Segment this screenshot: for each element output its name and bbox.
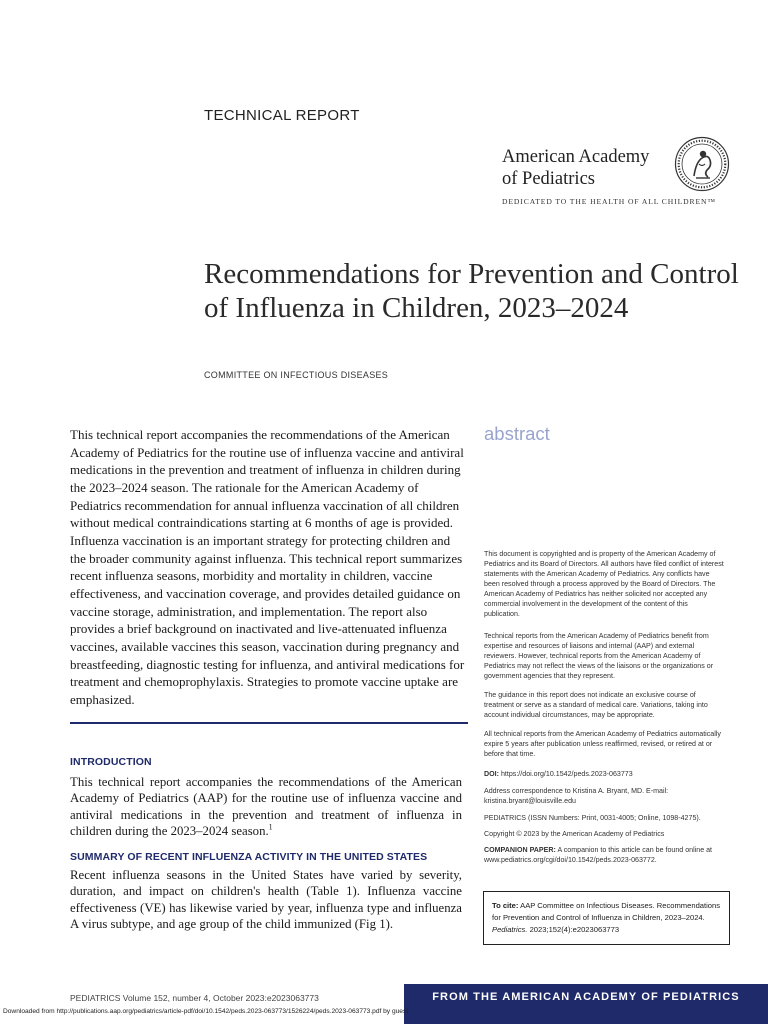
doi-link[interactable]: https://doi.org/10.1542/peds.2023-063773 bbox=[498, 770, 633, 778]
introduction-paragraph bbox=[70, 774, 462, 839]
abstract-divider bbox=[70, 722, 468, 724]
introduction-text: This technical report accompanies the recommendations of the American Academy of Pediatrics (AAP) for the routine use of influenza vaccine and antiviral medications in the prevention and treatment of influenza in children during the 2023–2024 season. bbox=[70, 775, 462, 838]
doi-label: DOI: bbox=[484, 770, 499, 778]
companion-label: COMPANION PAPER: bbox=[484, 846, 556, 854]
abstract-label: abstract bbox=[484, 423, 550, 444]
citation-text bbox=[492, 900, 722, 936]
footer-journal-info: PEDIATRICS Volume 152, number 4, October 2023:e2023063773 bbox=[70, 993, 319, 1003]
sidebar-copyright-note: This document is copyrighted and is property of the American Academy of Pediatrics and its Board of Directors. All authors have filed conflict of interest statements with the American Academy of Pediatrics. Any conflicts have been resolved through a process approved by the Board of Directors. The American Academy of Pediatrics has neither solicited nor accepted any commercial involvement in the development of the content of this publication. bbox=[484, 550, 724, 618]
reference-marker[interactable]: 1 bbox=[268, 822, 273, 832]
sidebar-companion-paper bbox=[484, 845, 724, 865]
footer-band bbox=[404, 984, 768, 1024]
download-watermark: Downloaded from http://publications.aap.org/pediatrics/article-pdf/doi/10.1542/peds.2023-063773/1526224/peds.2023-063773.pdf by guest bbox=[3, 1008, 409, 1015]
sidebar-copyright: Copyright © 2023 by the American Academy of Pediatrics bbox=[484, 830, 665, 838]
sidebar-issn: PEDIATRICS (ISSN Numbers: Print, 0031-4005; Online, 1098-4275). bbox=[484, 814, 701, 822]
sidebar-reviewers-note: Technical reports from the American Academy of Pediatrics benefit from expertise and resources of liaisons and internal (AAP) and external reviewers. However, technical reports from the American Academy of Pediatrics may not reflect the views of the liaisons or the organizations or government agencies that they represent. bbox=[484, 632, 714, 680]
abstract-text: This technical report accompanies the recommendations of the American Academy of Pediatrics for the routine use of influenza vaccine and antiviral medications in the prevention and treatment of influenza in children during the 2023–2024 season. The rationale for the American Academy of Pediatrics recommendation for annual influenza vaccination of all children without medical contraindications starting at 6 months of age is provided. Influenza vaccination is an important strategy for protecting children and the broader community against influenza. This technical report summarizes recent influenza seasons, morbidity and mortality in children, vaccine effectiveness, and vaccination coverage, and provides detailed guidance on vaccine storage, administration, and implementation. The report also provides a brief background on inactivated and live-attenuated influenza vaccines, available vaccines this season, vaccination during pregnancy and breastfeeding, diagnostic testing for influenza, and antiviral medications for treatment and chemoprophylaxis. Strategies to promote vaccine uptake are emphasized. bbox=[70, 427, 465, 707]
summary-paragraph: Recent influenza seasons in the United States have varied by severity, duration, and impact on children's health (Table 1). Influenza vaccine effectiveness (VE) has likewise varied by year, influenza type and influenza A virus subtype, and age group of the child immunized (Fig 1). bbox=[70, 868, 462, 931]
summary-heading: SUMMARY OF RECENT INFLUENZA ACTIVITY IN THE UNITED STATES bbox=[70, 851, 428, 863]
sidebar-correspondence: Address correspondence to Kristina A. Bryant, MD. E-mail: kristina.bryant@louisville.edu bbox=[484, 787, 669, 805]
introduction-heading: INTRODUCTION bbox=[70, 756, 152, 768]
citation-volume: 2023;152(4):e2023063773 bbox=[527, 925, 620, 934]
sidebar-doi bbox=[484, 769, 724, 779]
article-title: Recommendations for Prevention and Control of Influenza in Children, 2023–2024 bbox=[204, 258, 739, 324]
companion-text[interactable]: A companion to this article can be found online at www.pediatrics.org/cgi/doi/10.1542/peds.2023-063772. bbox=[484, 846, 713, 864]
committee-name: COMMITTEE ON INFECTIOUS DISEASES bbox=[204, 370, 389, 380]
footer-band-text: FROM THE AMERICAN ACADEMY OF PEDIATRICS bbox=[432, 991, 740, 1003]
sidebar-guidance-note: The guidance in this report does not indicate an exclusive course of treatment or serve as a standard of medical care. Variations, taking into account individual circumstances, may be appropriate. bbox=[484, 691, 708, 719]
citation-body: AAP Committee on Infectious Diseases. Recommendations for Prevention and Control of Influenza in Children, 2023–2024. bbox=[492, 901, 721, 922]
citation-label: To cite: bbox=[492, 901, 519, 910]
aap-seal-icon bbox=[674, 136, 730, 192]
sidebar-expiry-note: All technical reports from the American Academy of Pediatrics automatically expire 5 years after publication unless reaffirmed, revised, or retired at or before that time. bbox=[484, 730, 721, 758]
aap-tagline: DEDICATED TO THE HEALTH OF ALL CHILDREN™ bbox=[502, 197, 716, 206]
aap-logo-text-line2: of Pediatrics bbox=[502, 169, 595, 189]
citation-box bbox=[483, 891, 730, 945]
citation-journal: Pediatrics. bbox=[492, 925, 528, 934]
aap-logo-text-line1: American Academy bbox=[502, 147, 650, 167]
report-type-label: TECHNICAL REPORT bbox=[204, 107, 360, 124]
